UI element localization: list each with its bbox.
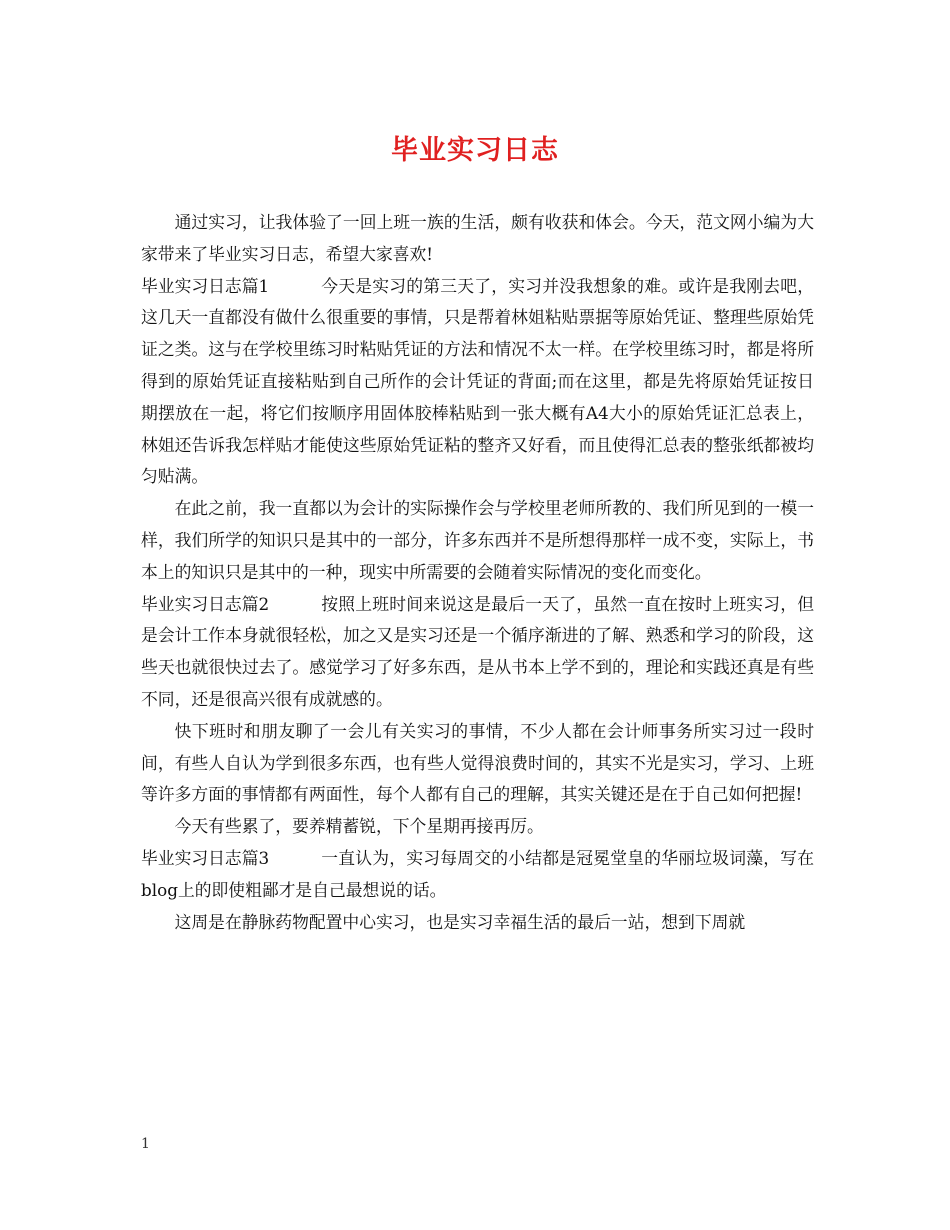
section-1-first-paragraph (141, 271, 814, 494)
section-3-first-paragraph (141, 843, 814, 907)
section-heading: 毕业实习日志篇2 (141, 593, 270, 614)
intro-paragraph: 通过实习，让我体验了一回上班一族的生活，颇有收获和体会。今天，范文网小编为大家带来了毕业实习日志，希望大家喜欢! (141, 212, 814, 264)
section-heading: 毕业实习日志篇1 (141, 275, 270, 296)
body-paragraph: 这周是在静脉药物配置中心实习，也是实习幸福生活的最后一站，想到下周就 (174, 911, 746, 932)
section-text: 按照上班时间来说这是最后一天了，虽然一直在按时上班实习，但是会计工作本身就很轻松，加之又是实习还是一个循序渐进的了解、熟悉和学习的阶段，这些天也就很快过去了。感觉学习了好多东西，是从书本上学不到的，理论和实践还真是有些不同，还是很高兴很有成就感的。 (141, 593, 814, 709)
section-heading: 毕业实习日志篇3 (141, 847, 270, 868)
body-paragraph: 今天有些累了，要养精蓄锐，下个星期再接再厉。 (174, 816, 544, 837)
body-paragraph: 快下班时和朋友聊了一会儿有关实习的事情，不少人都在会计师事务所实习过一段时间，有些人自认为学到很多东西，也有些人觉得浪费时间的，其实不光是实习，学习、上班等许多方面的事情都有两面性，每个人都有自己的理解，其实关键还是在于自己如何把握! (141, 720, 814, 805)
document-body (141, 207, 814, 938)
page-title: 毕业实习日志 (391, 135, 559, 166)
body-paragraph: 在此之前，我一直都以为会计的实际操作会与学校里老师所教的、我们所见到的一模一样，我们所学的知识只是其中的一部分，许多东西并不是所想得那样一成不变，实际上，书本上的知识只是其中的一种，现实中所需要的会随着实际情况的变化而变化。 (141, 498, 814, 582)
page-number: 1 (141, 1136, 150, 1152)
section-text: 一直认为，实习每周交的小结都是冠冕堂皇的华丽垃圾词藻，写在blog上的即使粗鄙才是自己最想说的话。 (141, 847, 814, 900)
section-2-first-paragraph (141, 589, 814, 716)
section-text: 今天是实习的第三天了，实习并没我想象的难。或许是我刚去吧，这几天一直都没有做什么很重要的事情，只是帮着林姐粘贴票据等原始凭证、整理些原始凭证之类。这与在学校里练习时粘贴凭证的方法和情况不太一样。在学校里练习时，都是将所得到的原始凭证直接粘贴到自己所作的会计凭证的背面;而在这里，都是先将原始凭证按日期摆放在一起，将它们按顺序用固体胶棒粘贴到一张大概有A4大小的原始凭证汇总表上，林姐还告诉我怎样贴才能使这些原始凭证粘的整齐又好看，而且使得汇总表的整张纸都被均匀贴满。 (141, 275, 814, 487)
